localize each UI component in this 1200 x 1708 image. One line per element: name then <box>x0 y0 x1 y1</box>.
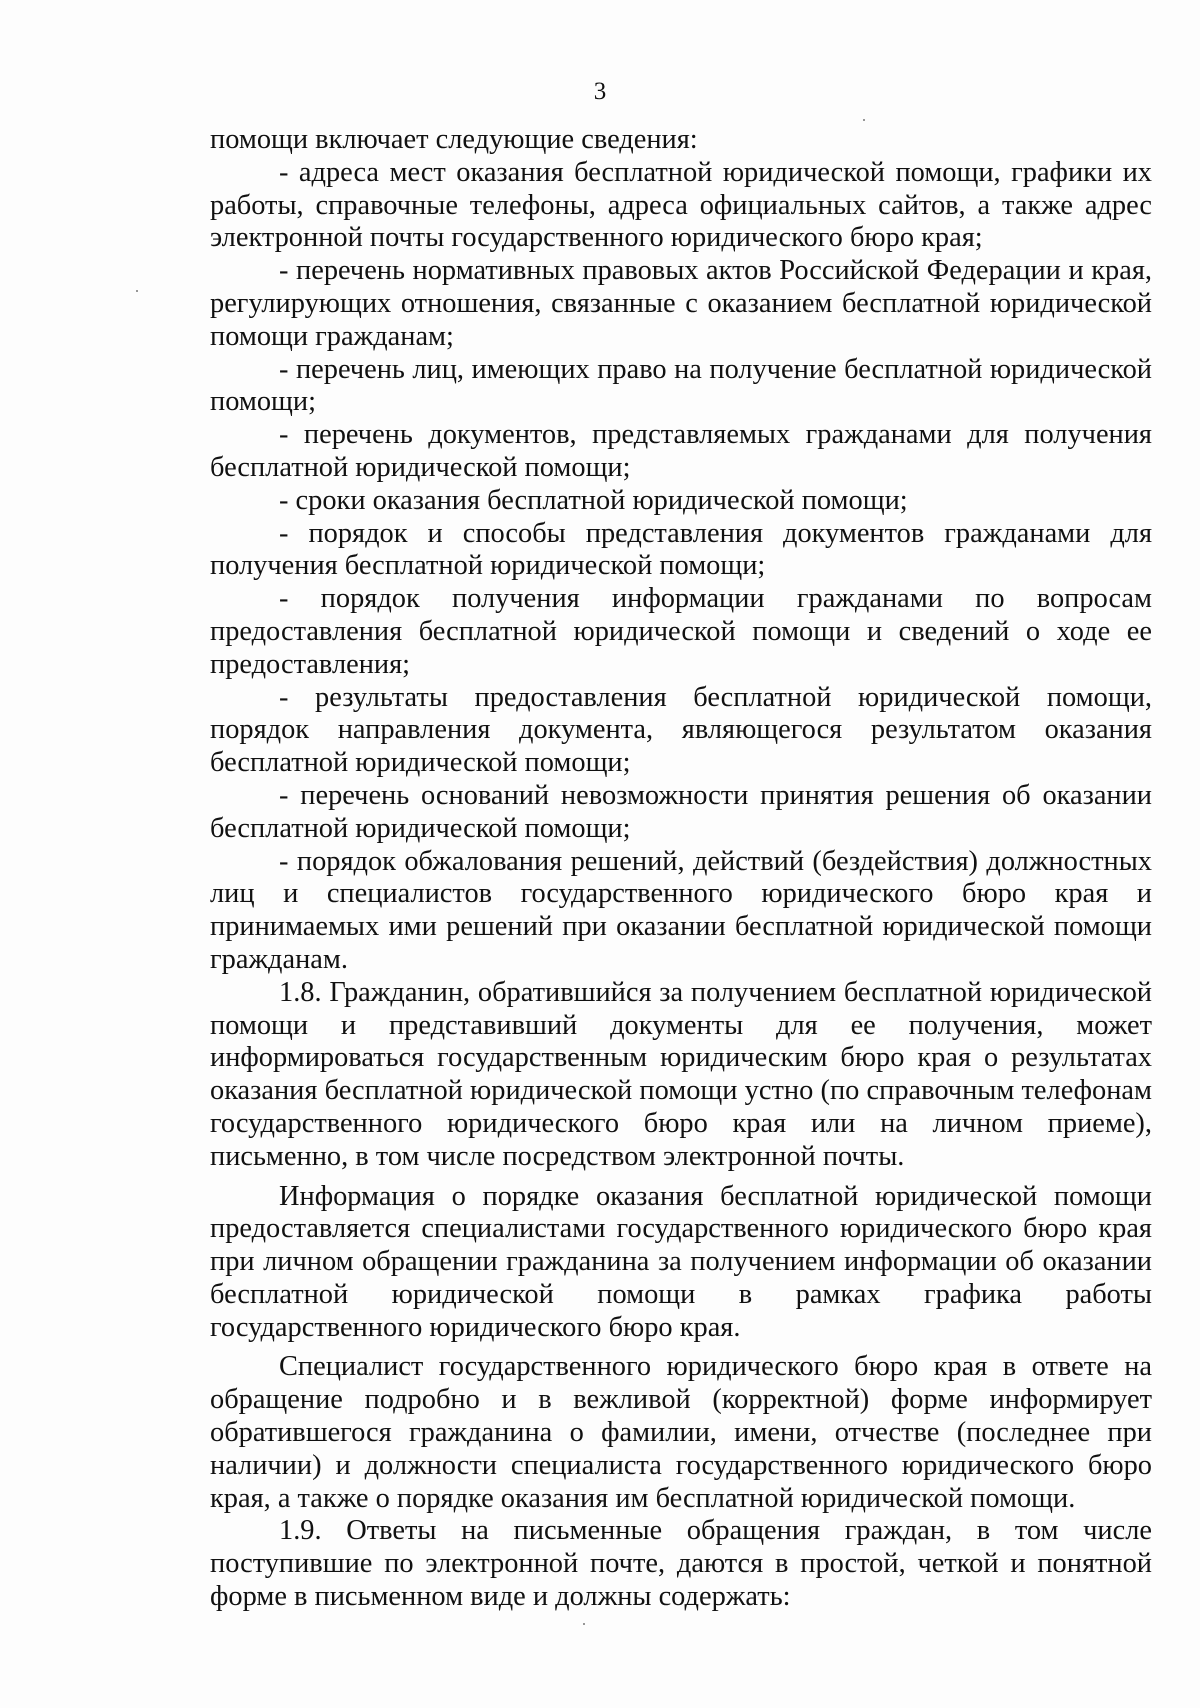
scan-speck <box>136 290 138 292</box>
list-item-addresses: - адреса мест оказания бесплатной юридической помощи, графики их работы, справочные телефоны, адреса официальных сайтов, а также адрес электронной почты государственного юридического бюро края; <box>210 156 1152 254</box>
intro-paragraph: помощи включает следующие сведения: <box>210 124 698 155</box>
page-number: 3 <box>593 78 607 105</box>
paragraph-1-8: 1.8. Гражданин, обратившийся за получением бесплатной юридической помощи и представивший документы для ее получения, может информироваться государственным юридическим бюро края о результатах оказания бесплатной юридической помощи устно (по справочным телефонам государственного юридического бюро края или на личном приеме), письменно, в том числе посредством электронной почты. <box>210 976 1152 1172</box>
paragraph-specialist: Специалист государственного юридического бюро края в ответе на обращение подробно и в вежливой (корректной) форме информирует обратившегося гражданина о фамилии, имени, отчестве (последнее при наличии) и должности специалиста государственного юридического бюро края, а также о порядке оказания им бесплатной юридической помощи. <box>210 1351 1152 1514</box>
list-item-submission-procedure: - порядок и способы представления документов гражданами для получения бесплатной юридической помощи; <box>210 517 1152 582</box>
document-body <box>210 124 1152 1614</box>
scan-speck <box>863 119 865 121</box>
list-item-appeal-procedure: - порядок обжалования решений, действий (бездействия) должностных лиц и специалистов государственного юридического бюро края и принимаемых ими решений при оказании бесплатной юридической помощи гражданам. <box>210 845 1152 975</box>
list-item-terms: - сроки оказания бесплатной юридической помощи; <box>279 484 908 516</box>
list-item-information-procedure: - порядок получения информации гражданами по вопросам предоставления бесплатной юридической помощи и сведений о ходе ее предоставления; <box>210 583 1152 680</box>
list-item-results: - результаты предоставления бесплатной юридической помощи, порядок направления документа, являющегося результатом оказания бесплатной юридической помощи; <box>210 681 1152 779</box>
paragraph-1-9: 1.9. Ответы на письменные обращения граждан, в том числе поступившие по электронной почте, даются в простой, четкой и понятной форме в письменном виде и должны содержать: <box>210 1515 1152 1613</box>
list-item-eligible-persons: - перечень лиц, имеющих право на получение бесплатной юридической помощи; <box>210 353 1152 418</box>
list-item-documents: - перечень документов, представляемых гражданами для получения бесплатной юридической помощи; <box>210 419 1152 483</box>
paragraph-information: Информация о порядке оказания бесплатной юридической помощи предоставляется специалистами государственного юридического бюро края при личном обращении гражданина за получением информации об оказании бесплатной юридической помощи в рамках графика работы государственного юридического бюро края. <box>210 1180 1152 1343</box>
list-item-refusal-grounds: - перечень оснований невозможности принятия решения об оказании бесплатной юридической помощи; <box>210 779 1152 844</box>
list-item-legal-acts: - перечень нормативных правовых актов Российской Федерации и края, регулирующих отношения, связанные с оказанием бесплатной юридической помощи гражданам; <box>210 255 1152 352</box>
scan-speck <box>583 1623 585 1625</box>
